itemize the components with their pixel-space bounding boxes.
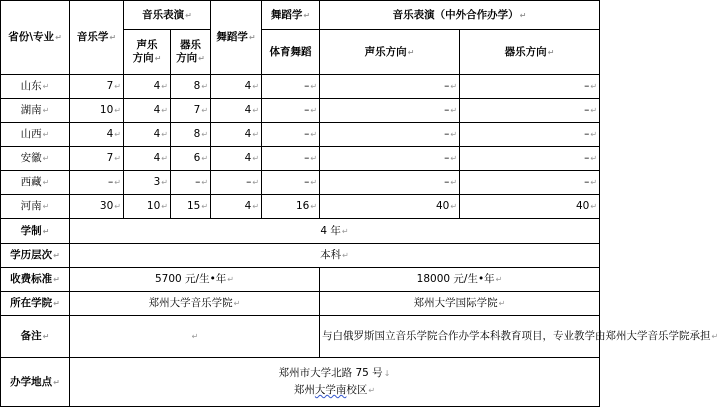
music-cell: –↵ bbox=[70, 171, 124, 195]
table-row bbox=[1, 147, 600, 171]
province-cell: 安徽↵ bbox=[1, 147, 70, 171]
location-line-1: 郑州市大学北路 75 号 bbox=[278, 367, 383, 379]
province-cell: 湖南↵ bbox=[1, 99, 70, 123]
coop-instrumental-header: 器乐方向↵ bbox=[460, 30, 600, 75]
college-coop: 郑州大学国际学院↵ bbox=[320, 292, 600, 316]
music-cell: 10↵ bbox=[70, 99, 124, 123]
province-cell: 山东↵ bbox=[1, 75, 70, 99]
remark-label: 备注↵ bbox=[1, 316, 70, 358]
header-row-1 bbox=[1, 1, 600, 30]
coop-instrumental-cell: –↵ bbox=[460, 99, 600, 123]
degree-label: 学历层次↵ bbox=[1, 244, 70, 268]
music-cell: 4↵ bbox=[70, 123, 124, 147]
dance-group-header: 舞蹈学↵ bbox=[262, 1, 320, 30]
college-regular: 郑州大学音乐学院↵ bbox=[70, 292, 320, 316]
sport-dance-cell: –↵ bbox=[262, 99, 320, 123]
table-row bbox=[1, 195, 600, 219]
coop-instrumental-cell: 40↵ bbox=[460, 195, 600, 219]
instrumental-cell: –↵ bbox=[171, 171, 211, 195]
dance-cell: 4↵ bbox=[211, 99, 262, 123]
vocal-cell: 10↵ bbox=[124, 195, 171, 219]
fee-regular: 5700 元/生•年↵ bbox=[70, 268, 320, 292]
degree-row bbox=[1, 244, 600, 268]
vocal-header: 声乐 方向↵ bbox=[124, 30, 171, 75]
vocal-cell: 4↵ bbox=[124, 147, 171, 171]
remark-text: 与白俄罗斯国立音乐学院合作办学本科教育项目，专业教学由郑州大学音乐学院承担↵ bbox=[320, 316, 600, 358]
coop-vocal-cell: –↵ bbox=[320, 171, 460, 195]
duration-row bbox=[1, 219, 600, 244]
vocal-cell: 4↵ bbox=[124, 99, 171, 123]
sport-dance-cell: –↵ bbox=[262, 75, 320, 99]
coop-instrumental-cell: –↵ bbox=[460, 75, 600, 99]
college-label: 所在学院↵ bbox=[1, 292, 70, 316]
sport-dance-cell: 16↵ bbox=[262, 195, 320, 219]
duration-label: 学制↵ bbox=[1, 219, 70, 244]
coop-vocal-header: 声乐方向↵ bbox=[320, 30, 460, 75]
dance-cell: 4↵ bbox=[211, 123, 262, 147]
instrumental-cell: 8↵ bbox=[171, 123, 211, 147]
sport-dance-cell: –↵ bbox=[262, 171, 320, 195]
music-cell: 7↵ bbox=[70, 147, 124, 171]
location-line-2-underlined: 大学南 bbox=[314, 384, 347, 396]
remark-row bbox=[1, 316, 600, 358]
sport-dance-cell: –↵ bbox=[262, 123, 320, 147]
coop-vocal-cell: 40↵ bbox=[320, 195, 460, 219]
instrumental-header: 器乐 方向↵ bbox=[171, 30, 211, 75]
vocal-cell: 3↵ bbox=[124, 171, 171, 195]
music-performance-coop-header: 音乐表演（中外合作办学）↵ bbox=[320, 1, 600, 30]
location-line-2-prefix: 郑州 bbox=[293, 384, 315, 396]
table-row bbox=[1, 171, 600, 195]
college-row bbox=[1, 292, 600, 316]
coop-instrumental-cell: –↵ bbox=[460, 123, 600, 147]
music-header: 音乐学↵ bbox=[70, 1, 124, 75]
location-label: 办学地点↵ bbox=[1, 358, 70, 407]
table-row bbox=[1, 99, 600, 123]
instrumental-cell: 6↵ bbox=[171, 147, 211, 171]
duration-value: 4 年↵ bbox=[70, 219, 600, 244]
coop-vocal-cell: –↵ bbox=[320, 123, 460, 147]
vocal-cell: 4↵ bbox=[124, 75, 171, 99]
sport-dance-header: 体育舞蹈 bbox=[262, 30, 320, 75]
location-row bbox=[1, 358, 600, 407]
music-performance-header: 音乐表演↵ bbox=[124, 1, 211, 30]
dance-cell: 4↵ bbox=[211, 195, 262, 219]
instrumental-cell: 7↵ bbox=[171, 99, 211, 123]
instrumental-cell: 15↵ bbox=[171, 195, 211, 219]
dance-header: 舞蹈学↵ bbox=[211, 1, 262, 75]
vocal-cell: 4↵ bbox=[124, 123, 171, 147]
dance-cell: 4↵ bbox=[211, 75, 262, 99]
table-row bbox=[1, 123, 600, 147]
music-cell: 7↵ bbox=[70, 75, 124, 99]
music-cell: 30↵ bbox=[70, 195, 124, 219]
fee-label: 收费标准↵ bbox=[1, 268, 70, 292]
coop-instrumental-cell: –↵ bbox=[460, 147, 600, 171]
province-major-header: 省份\专业↵ bbox=[1, 1, 70, 75]
sport-dance-cell: –↵ bbox=[262, 147, 320, 171]
province-cell: 河南↵ bbox=[1, 195, 70, 219]
province-cell: 西藏↵ bbox=[1, 171, 70, 195]
coop-vocal-cell: –↵ bbox=[320, 99, 460, 123]
location-value: 郑州市大学北路 75 号↓ 郑州大学南校区↵ bbox=[70, 358, 600, 407]
coop-vocal-cell: –↵ bbox=[320, 147, 460, 171]
remark-regular-empty: ↵ bbox=[70, 316, 320, 358]
coop-vocal-cell: –↵ bbox=[320, 75, 460, 99]
degree-value: 本科↵ bbox=[70, 244, 600, 268]
location-line-2-suffix: 校区 bbox=[346, 384, 368, 396]
instrumental-cell: 8↵ bbox=[171, 75, 211, 99]
table-row bbox=[1, 75, 600, 99]
fee-row bbox=[1, 268, 600, 292]
province-cell: 山西↵ bbox=[1, 123, 70, 147]
dance-cell: 4↵ bbox=[211, 147, 262, 171]
dance-cell: –↵ bbox=[211, 171, 262, 195]
coop-instrumental-cell: –↵ bbox=[460, 171, 600, 195]
fee-coop: 18000 元/生•年↵ bbox=[320, 268, 600, 292]
